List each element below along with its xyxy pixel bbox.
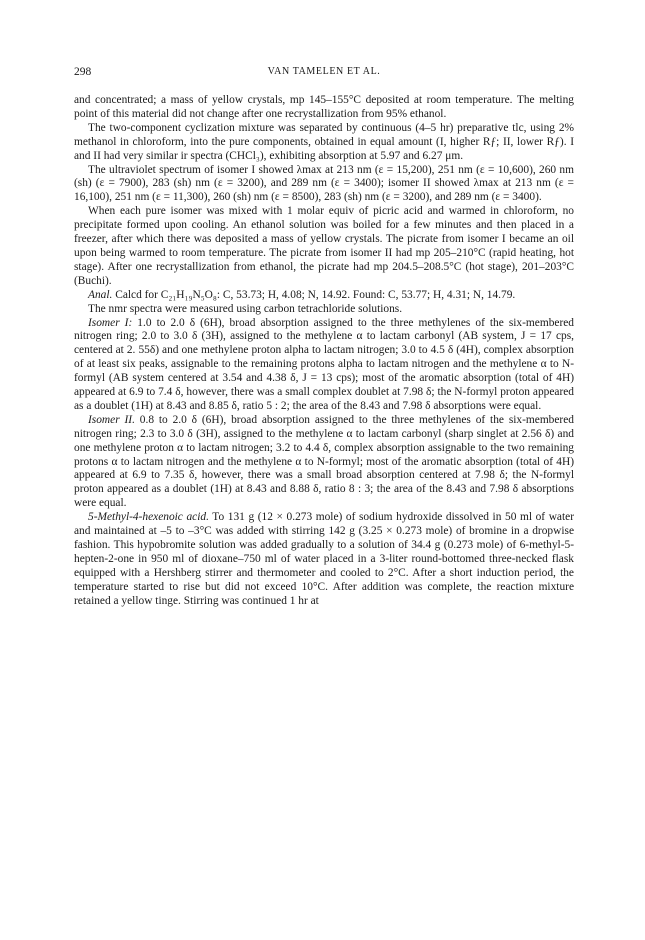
paragraph [74,414,574,511]
running-title: VAN TAMELEN ET AL. [267,66,381,77]
running-head [74,66,574,86]
paragraph-lead-in: Isomer I: [88,316,133,329]
paragraph-text: 0.8 to 2.0 δ (6H), broad absorption assigned to the three methylenes of the six-membered nitrogen ring; 2.3 to 3.0 δ (3H), assigned to the methylene α to lactam carbonyl (sharp singlet at 2.56 δ) and one methylene proton α to lactam nitrogen; 3.2 to 4.4 δ, complex absorption assignable to the two remaining protons α to lactam nitrogen and the methylene α to N-formyl; most of the aromatic absorption (total of 4H) appeared at 6.9 to 7.35 δ, however, there was a small broad absorption centered at 7.98 δ; the N-formyl proton appeared as a doublet (1H) at 8.43 and 8.88 δ, ratio 8 : 3; the area of the 8.43 and 7.98 δ absorptions were equal. [74,413,574,510]
paragraph [74,205,574,288]
paragraph-lead-in: Anal. [88,288,113,301]
paragraph [74,317,574,414]
paragraph-text: To 131 g (12 × 0.273 mole) of sodium hydroxide dissolved in 50 ml of water and maintained at –5 to –3°C was added with stirring 142 g (3.25 × 0.273 mole) of bromine in a dropwise fashion. This hypobromite solution was added gradually to a solution of 34.4 g (0.273 mole) of 6-methyl-5-hepten-2-one in 950 ml of dioxane–750 ml of water placed in a 3-liter round-bottomed three-necked flask equipped with a Hershberg stirrer and thermometer and cooled to 2°C. After a short induction period, the temperature started to rise but did not exceed 10°C. After addition was complete, the reaction mixture retained a yellow tinge. Stirring was continued 1 hr at [74,511,574,607]
page-number: 298 [74,66,92,78]
paragraph-lead-in: Isomer II. [88,413,135,426]
paragraph [74,289,574,303]
paragraph-text: When each pure isomer was mixed with 1 molar equiv of picric acid and warmed in chloroform, no precipitate formed upon cooling. An ethanol solution was boiled for a few minutes and then placed in a freezer, after which there was deposited a mass of yellow crystals. The picrate from isomer I became an oil upon being warmed to room temperature. The picrate from isomer II had mp 205–210°C (rapid heating, hot stage). After one recrystallization from ethanol, the picrate had mp 204.5–208.5°C (hot stage), 201–203°C (Buchi). [74,205,574,287]
paragraph-text: The nmr spectra were measured using carbon tetrachloride solutions. [88,302,403,315]
body-text [74,94,574,609]
paragraph [74,94,574,122]
paragraph [74,164,574,206]
journal-page [74,66,574,609]
paragraph-text: Calcd for C₂₁H₁₉N₅O₈: C, 53.73; H, 4.08; N, 14.92. Found: C, 53.77; H, 4.31; N, 14.79. [112,288,516,301]
paragraph-text: and concentrated; a mass of yellow crystals, mp 145–155°C deposited at room temperature. The melting point of this material did not change after one recrystallization from 95% ethanol. [74,94,574,120]
paragraph-text: The two-component cyclization mixture was separated by continuous (4–5 hr) preparative tlc, using 2% methanol in chloroform, into the pure components, obtained in equal amount (I, higher Rƒ; II, lower Rƒ). I and II had very similar ir spectra (CHCl₃), exhibiting absorption at 5.97 and 6.27 μm. [74,121,574,162]
paragraph [74,511,574,608]
paragraph-lead-in: 5-Methyl-4-hexenoic acid. [88,511,209,524]
paragraph-text: The ultraviolet spectrum of isomer I showed λmax at 213 nm (ε = 15,200), 251 nm (ε = 10,600), 260 nm (sh) (ε = 7900), 283 (sh) nm (ε = 3200), and 289 nm (ε = 3400); isomer II showed λmax at 213 nm (ε = 16,100), 251 nm (ε = 11,300), 260 (sh) nm (ε = 8500), 283 (sh) nm (ε = 3200), and 289 nm (ε = 3400). [74,163,574,204]
paragraph [74,303,574,317]
paragraph [74,122,574,164]
paragraph-text: 1.0 to 2.0 δ (6H), broad absorption assigned to the three methylenes of the six-membered nitrogen ring; 2.0 to 3.0 δ (3H), assigned to the methylene α to lactam carbonyl (AB system, J = 17 cps, centered at 2. 55δ) and one methylene proton alpha to lactam nitrogen; 3.0 to 4.5 δ (4H), complex absorption of at least six peaks, assignable to the remaining protons alpha to lactam nitrogen and the methylene α to N-formyl (AB system centered at 3.54 and 4.38 δ, J = 13 cps); most of the aromatic absorption (total of 4H) appeared at 6.9 to 7.4 δ, however, there was a small complex doublet at 7.98 δ; the N-formyl proton appeared as a doublet (1H) at 8.43 and 8.85 δ, ratio 5 : 2; the area of the 8.43 and 7.98 δ absorptions were equal. [74,316,574,412]
